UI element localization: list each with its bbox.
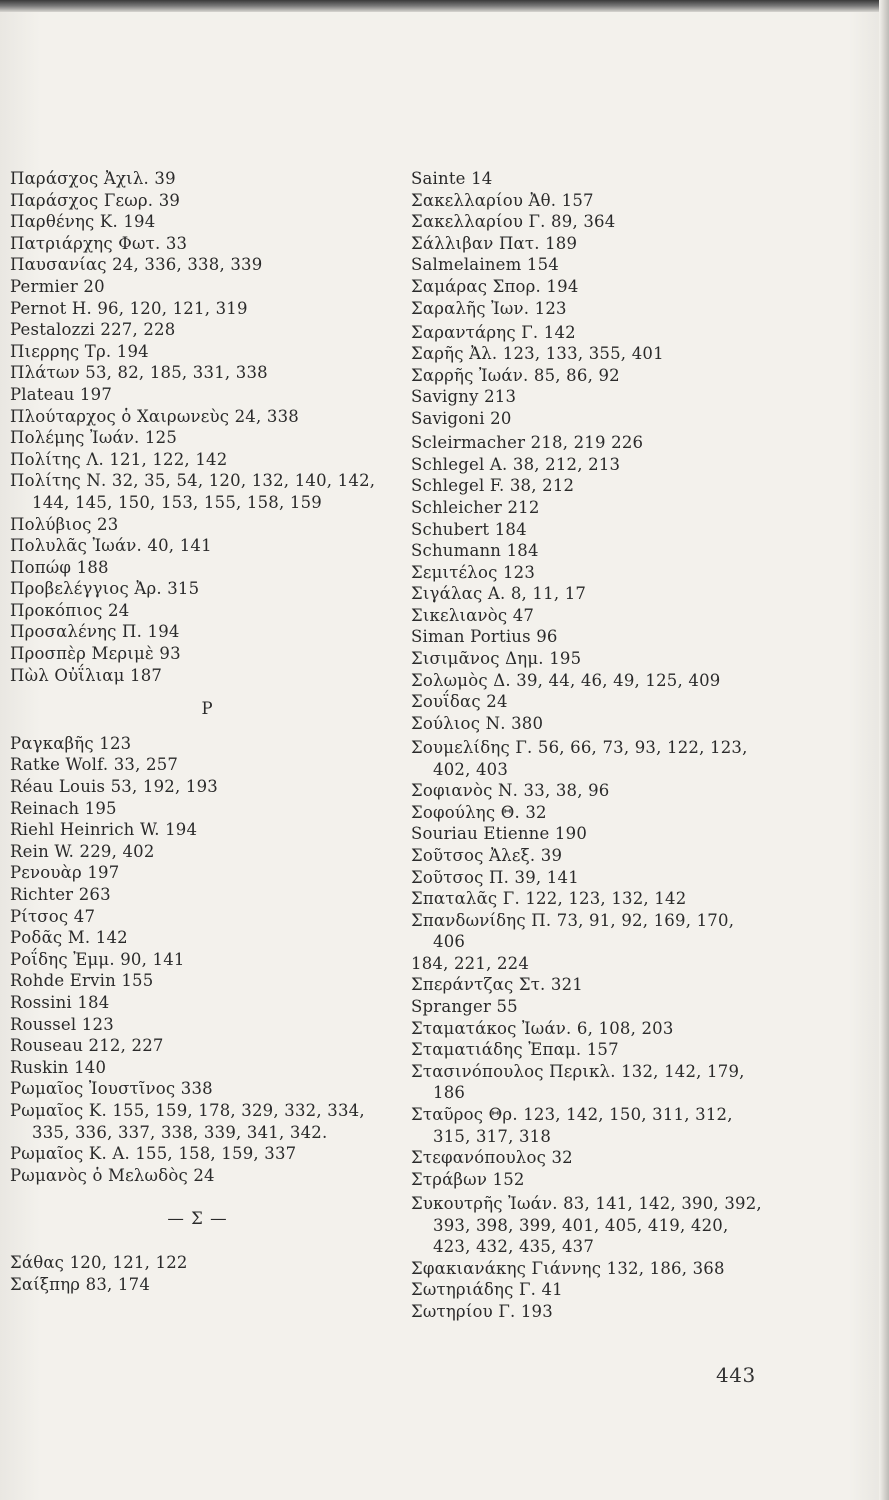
index-entry: Προσαλένης Π. 194 [10, 622, 180, 642]
index-entry: Sainte 14 [411, 169, 493, 188]
index-entry: Παυσανίας 24, 336, 338, 339 [10, 255, 263, 275]
index-entry: Προβελέγγιος Ἀρ. 315 [10, 579, 200, 599]
index-column-right [411, 168, 771, 1322]
index-entry: Πατριάρχης Φωτ. 33 [10, 233, 188, 253]
index-entry: Rossini 184 [10, 992, 110, 1012]
index-entry: Ρωμαῖος Κ. 155, 159, 178, 329, 332, 334, 335, 336, 337, 338, 339, 341, 342. [10, 1100, 365, 1142]
index-entry: Πλάτων 53, 82, 185, 331, 338 [10, 363, 268, 383]
index-entry: Παρθένης Κ. 194 [10, 212, 156, 232]
index-entry: Ruskin 140 [10, 1057, 107, 1077]
index-entry: Reinach 195 [10, 798, 117, 818]
index-entry: Souriau Etienne 190 [411, 824, 588, 844]
index-entry: Ratke Wolf. 33, 257 [10, 755, 179, 775]
index-entry: Roussel 123 [10, 1014, 114, 1034]
index-entry: Ροδᾶς Μ. 142 [10, 928, 128, 948]
index-group-s-b [411, 322, 771, 430]
index-entry: Pestalozzi 227, 228 [10, 320, 176, 340]
index-entry: Σεμιτέλος 123 [411, 562, 536, 582]
index-entry: Σαραντάρης Γ. 142 [411, 322, 576, 342]
index-entry: Savigoni 20 [411, 409, 512, 429]
index-entry: Σουμελίδης Γ. 56, 66, 73, 93, 122, 123, 402, 403 [411, 737, 748, 779]
index-entry: Σωτηρίου Γ. 193 [411, 1301, 553, 1321]
index-entry: Στασινόπουλος Περικλ. 132, 142, 179, 186 [411, 1061, 745, 1103]
index-entry: Schubert 184 [411, 519, 527, 539]
index-entry: Σακελλαρίου Ἀθ. 157 [411, 190, 594, 210]
index-entry: Σισιμᾶνος Δημ. 195 [411, 649, 582, 669]
section-heading-rho: Ρ [201, 699, 214, 719]
index-entry: Σακελλαρίου Γ. 89, 364 [411, 212, 616, 232]
index-entry: Σουΐδας 24 [411, 692, 508, 712]
index-entry: Ροΐδης Ἐμμ. 90, 141 [10, 949, 185, 969]
index-entry: Σοῦτσος Π. 39, 141 [411, 867, 579, 887]
index-entry: Rouseau 212, 227 [10, 1036, 164, 1056]
page-right-shadow [879, 0, 889, 1500]
index-entry: Ποπώφ 188 [10, 557, 109, 577]
index-group-pi [10, 168, 385, 686]
index-entry: Πολυλᾶς Ἰωάν. 40, 141 [10, 536, 212, 556]
index-entry: Σάθας 120, 121, 122 [10, 1252, 188, 1272]
index-entry: Στεφανόπουλος 32 [411, 1148, 573, 1168]
index-entry: Savigny 213 [411, 387, 517, 407]
index-column-left [10, 168, 385, 1295]
index-entry: Σούλιος Ν. 380 [411, 713, 544, 733]
index-entry: Ρίτσος 47 [10, 906, 96, 926]
index-group-s-d [411, 737, 771, 1190]
section-heading-sigma: — Σ — [167, 1209, 228, 1229]
index-entry: Προσπὲρ Μεριμὲ 93 [10, 644, 181, 664]
index-entry: Παράσχος Γεωρ. 39 [10, 190, 181, 210]
index-entry: Πλούταρχος ὁ Χαιρωνεὺς 24, 338 [10, 406, 299, 426]
index-group-s-e [411, 1193, 771, 1323]
index-entry: Σοῦτσος Ἀλεξ. 39 [411, 845, 563, 865]
index-entry: Rohde Ervin 155 [10, 971, 154, 991]
index-entry: Σαρῆς Ἀλ. 123, 133, 355, 401 [411, 344, 664, 364]
index-entry: Σπαταλᾶς Γ. 122, 123, 132, 142 [411, 889, 687, 909]
index-entry: Συκουτρῆς Ἰωάν. 83, 141, 142, 390, 392, 393, 398, 399, 401, 405, 419, 420, 423, 432, 435, 437 [411, 1193, 762, 1257]
index-entry: Permier 20 [10, 276, 105, 296]
index-entry: Salmelainem 154 [411, 255, 559, 275]
page-top-shadow [0, 0, 889, 12]
index-entry: Σπανδωνίδης Π. 73, 91, 92, 169, 170, 406 [411, 910, 735, 952]
index-entry: Schumann 184 [411, 541, 539, 561]
index-entry: Σικελιανὸς 47 [411, 605, 535, 625]
index-entry: Παράσχος Ἀχιλ. 39 [10, 169, 176, 188]
index-entry: Πολίτης Λ. 121, 122, 142 [10, 449, 228, 469]
index-group-rho [10, 733, 385, 1186]
index-entry: Richter 263 [10, 885, 111, 904]
index-entry: Σάλλιβαν Πατ. 189 [411, 233, 578, 253]
index-entry: Rein W. 229, 402 [10, 841, 155, 861]
index-entry: Σολωμὸς Δ. 39, 44, 46, 49, 125, 409 [411, 670, 721, 690]
index-entry: Schlegel A. 38, 212, 213 [411, 454, 621, 474]
index-entry: Σφακιανάκης Γιάννης 132, 186, 368 [411, 1258, 725, 1278]
index-entry: Πολέμης Ἰωάν. 125 [10, 428, 178, 448]
index-entry: Σωτηριάδης Γ. 41 [411, 1280, 563, 1300]
index-entry: Σταῦρος Θρ. 123, 142, 150, 311, 312, 315, 317, 318 [411, 1105, 733, 1146]
index-entry: Σταματάκος Ἰωάν. 6, 108, 203 [411, 1018, 674, 1038]
index-entry: Σαίξπηρ 83, 174 [10, 1274, 151, 1294]
index-group-sigma [10, 1252, 385, 1295]
index-entry: Πολίτης Ν. 32, 35, 54, 120, 132, 140, 142, 144, 145, 150, 153, 155, 158, 159 [10, 471, 376, 512]
index-entry: Πὼλ Οὐΐλιαμ 187 [10, 665, 163, 685]
index-entry: Scleirmacher 218, 219 226 [411, 433, 644, 453]
index-entry: Πιερρης Τρ. 194 [10, 341, 149, 361]
index-entry: Ραγκαβῆς 123 [10, 733, 132, 753]
index-entry: Προκόπιος 24 [10, 600, 130, 620]
index-entry: Ρωμαῖος Κ. Α. 155, 158, 159, 337 [10, 1144, 297, 1164]
index-entry: 184, 221, 224 [411, 953, 530, 973]
index-entry: Ρωμαῖος Ἰουστῖνος 338 [10, 1079, 213, 1099]
index-entry: Pernot H. 96, 120, 121, 319 [10, 298, 248, 318]
index-entry: Ρενουὰρ 197 [10, 863, 120, 883]
index-entry: Σαμάρας Σπορ. 194 [411, 276, 579, 296]
index-entry: Réau Louis 53, 192, 193 [10, 777, 218, 797]
index-entry: Στράβων 152 [411, 1169, 525, 1189]
index-entry: Σπεράντζας Στ. 321 [411, 975, 584, 995]
index-entry: Σιγάλας Α. 8, 11, 17 [411, 584, 587, 604]
index-group-s-a [411, 168, 771, 319]
index-entry: Σταματιάδης Ἐπαμ. 157 [411, 1040, 619, 1060]
page-number: 443 [716, 1363, 756, 1387]
index-group-s-c [411, 432, 771, 734]
index-entry: Spranger 55 [411, 997, 518, 1017]
index-entry: Σοφούλης Θ. 32 [411, 802, 547, 822]
index-entry: Plateau 197 [10, 384, 113, 404]
index-entry: Σοφιανὸς Ν. 33, 38, 96 [411, 781, 610, 801]
index-entry: Σαρρῆς Ἰωάν. 85, 86, 92 [411, 365, 620, 385]
index-entry: Siman Portius 96 [411, 627, 558, 647]
index-entry: Schlegel F. 38, 212 [411, 476, 575, 496]
index-entry: Riehl Heinrich W. 194 [10, 820, 198, 840]
index-entry: Σαραλῆς Ἰων. 123 [411, 298, 567, 318]
index-entry: Schleicher 212 [411, 497, 540, 517]
index-entry: Ρωμανὸς ὁ Μελωδὸς 24 [10, 1165, 215, 1185]
index-entry: Πολύβιος 23 [10, 514, 119, 534]
